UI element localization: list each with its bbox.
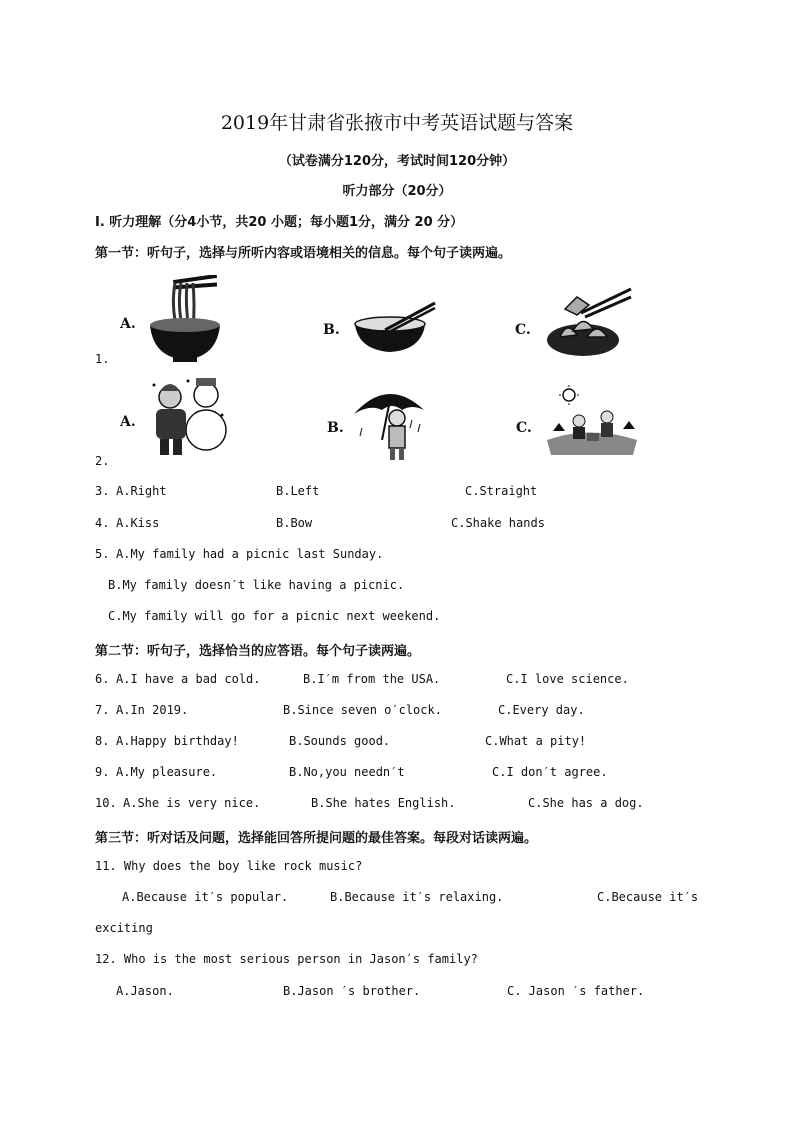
q10-option-c: C.She has a dog. bbox=[528, 796, 644, 810]
q1-number: 1. bbox=[95, 352, 110, 366]
q8-number: 8. bbox=[95, 734, 110, 748]
q11-option-a: A.Because it′s popular. bbox=[122, 890, 289, 904]
q9-number: 9. bbox=[95, 765, 110, 779]
q5-number: 5. bbox=[95, 547, 110, 561]
q6-option-c: C.I love science. bbox=[506, 672, 629, 686]
q12-stem: 12. Who is the most serious person in Jason′s family? bbox=[95, 952, 478, 966]
q6-option-a: A.I have a bad cold. bbox=[116, 672, 261, 686]
exam-info: （试卷满分120分，考试时间120分钟） bbox=[278, 154, 516, 169]
q2-option-b-label: B. bbox=[327, 420, 344, 436]
snowman-winter-icon bbox=[148, 375, 228, 463]
q12-option-b: B.Jason ′s brother. bbox=[283, 984, 421, 998]
noodles-bowl-icon bbox=[145, 275, 225, 365]
q10-option-a: A.She is very nice. bbox=[123, 796, 261, 810]
q11-option-b: B.Because it′s relaxing. bbox=[330, 890, 504, 904]
picnic-sun-icon bbox=[545, 385, 640, 460]
q5-option-b: B.My family doesn′t like having a picnic. bbox=[108, 578, 405, 592]
q2-option-c-label: C. bbox=[516, 420, 532, 436]
page-title: 2019年甘肃省张掖市中考英语试题与答案 bbox=[220, 112, 574, 134]
q7-number: 7. bbox=[95, 703, 110, 717]
q12-option-a: A.Jason. bbox=[116, 984, 174, 998]
q9-option-a: A.My pleasure. bbox=[116, 765, 218, 779]
q7-option-b: B.Since seven o′clock. bbox=[283, 703, 442, 717]
q2-option-a-label: A. bbox=[120, 414, 136, 430]
q6-number: 6. bbox=[95, 672, 110, 686]
q4-number: 4. bbox=[95, 516, 110, 530]
q8-option-c: C.What a pity! bbox=[485, 734, 587, 748]
rice-bowl-icon bbox=[345, 300, 437, 355]
q11-option-c-continued: exciting bbox=[95, 921, 153, 935]
q11-option-c: C.Because it′s bbox=[597, 890, 699, 904]
q5-option-c: C.My family will go for a picnic next weekend. bbox=[108, 609, 441, 623]
subsection-heading-2: 第二节：听句子，选择恰当的应答语。每个句子读两遍。 bbox=[95, 644, 421, 659]
q12-option-c: C. Jason ′s father. bbox=[507, 984, 645, 998]
q10-number: 10. bbox=[95, 796, 117, 810]
q1-option-b-label: B. bbox=[323, 322, 340, 338]
q2-number: 2. bbox=[95, 454, 110, 468]
q3-option-b: B.Left bbox=[276, 484, 320, 498]
q4-option-a: A.Kiss bbox=[116, 516, 160, 530]
q3-option-c: C.Straight bbox=[465, 484, 538, 498]
q11-stem: 11. Why does the boy like rock music? bbox=[95, 859, 363, 873]
subsection-heading-1: 第一节：听句子，选择与所听内容或语境相关的信息。每个句子读两遍。 bbox=[95, 246, 512, 261]
q9-option-c: C.I don′t agree. bbox=[492, 765, 608, 779]
umbrella-rain-icon bbox=[352, 380, 432, 465]
part-label: 听力部分（20分） bbox=[342, 184, 452, 199]
dumplings-plate-icon bbox=[545, 285, 635, 360]
q10-option-b: B.She hates English. bbox=[311, 796, 456, 810]
q9-option-b: B.No,you needn′t bbox=[289, 765, 405, 779]
q8-option-b: B.Sounds good. bbox=[289, 734, 391, 748]
q5-option-a: A.My family had a picnic last Sunday. bbox=[116, 547, 384, 561]
q7-option-a: A.In 2019. bbox=[116, 703, 189, 717]
q3-number: 3. bbox=[95, 484, 110, 498]
q4-option-c: C.Shake hands bbox=[451, 516, 545, 530]
q1-option-c-label: C. bbox=[515, 322, 531, 338]
q1-option-a-label: A. bbox=[120, 316, 136, 332]
q6-option-b: B.I′m from the USA. bbox=[303, 672, 441, 686]
q8-option-a: A.Happy birthday! bbox=[116, 734, 239, 748]
q3-option-a: A.Right bbox=[116, 484, 167, 498]
subsection-heading-3: 第三节：听对话及问题，选择能回答所提问题的最佳答案。每段对话读两遍。 bbox=[95, 831, 538, 846]
section-heading: I. 听力理解（分4小节，共20 小题；每小题1分，满分 20 分） bbox=[95, 215, 464, 230]
q7-option-c: C.Every day. bbox=[498, 703, 585, 717]
q4-option-b: B.Bow bbox=[276, 516, 313, 530]
